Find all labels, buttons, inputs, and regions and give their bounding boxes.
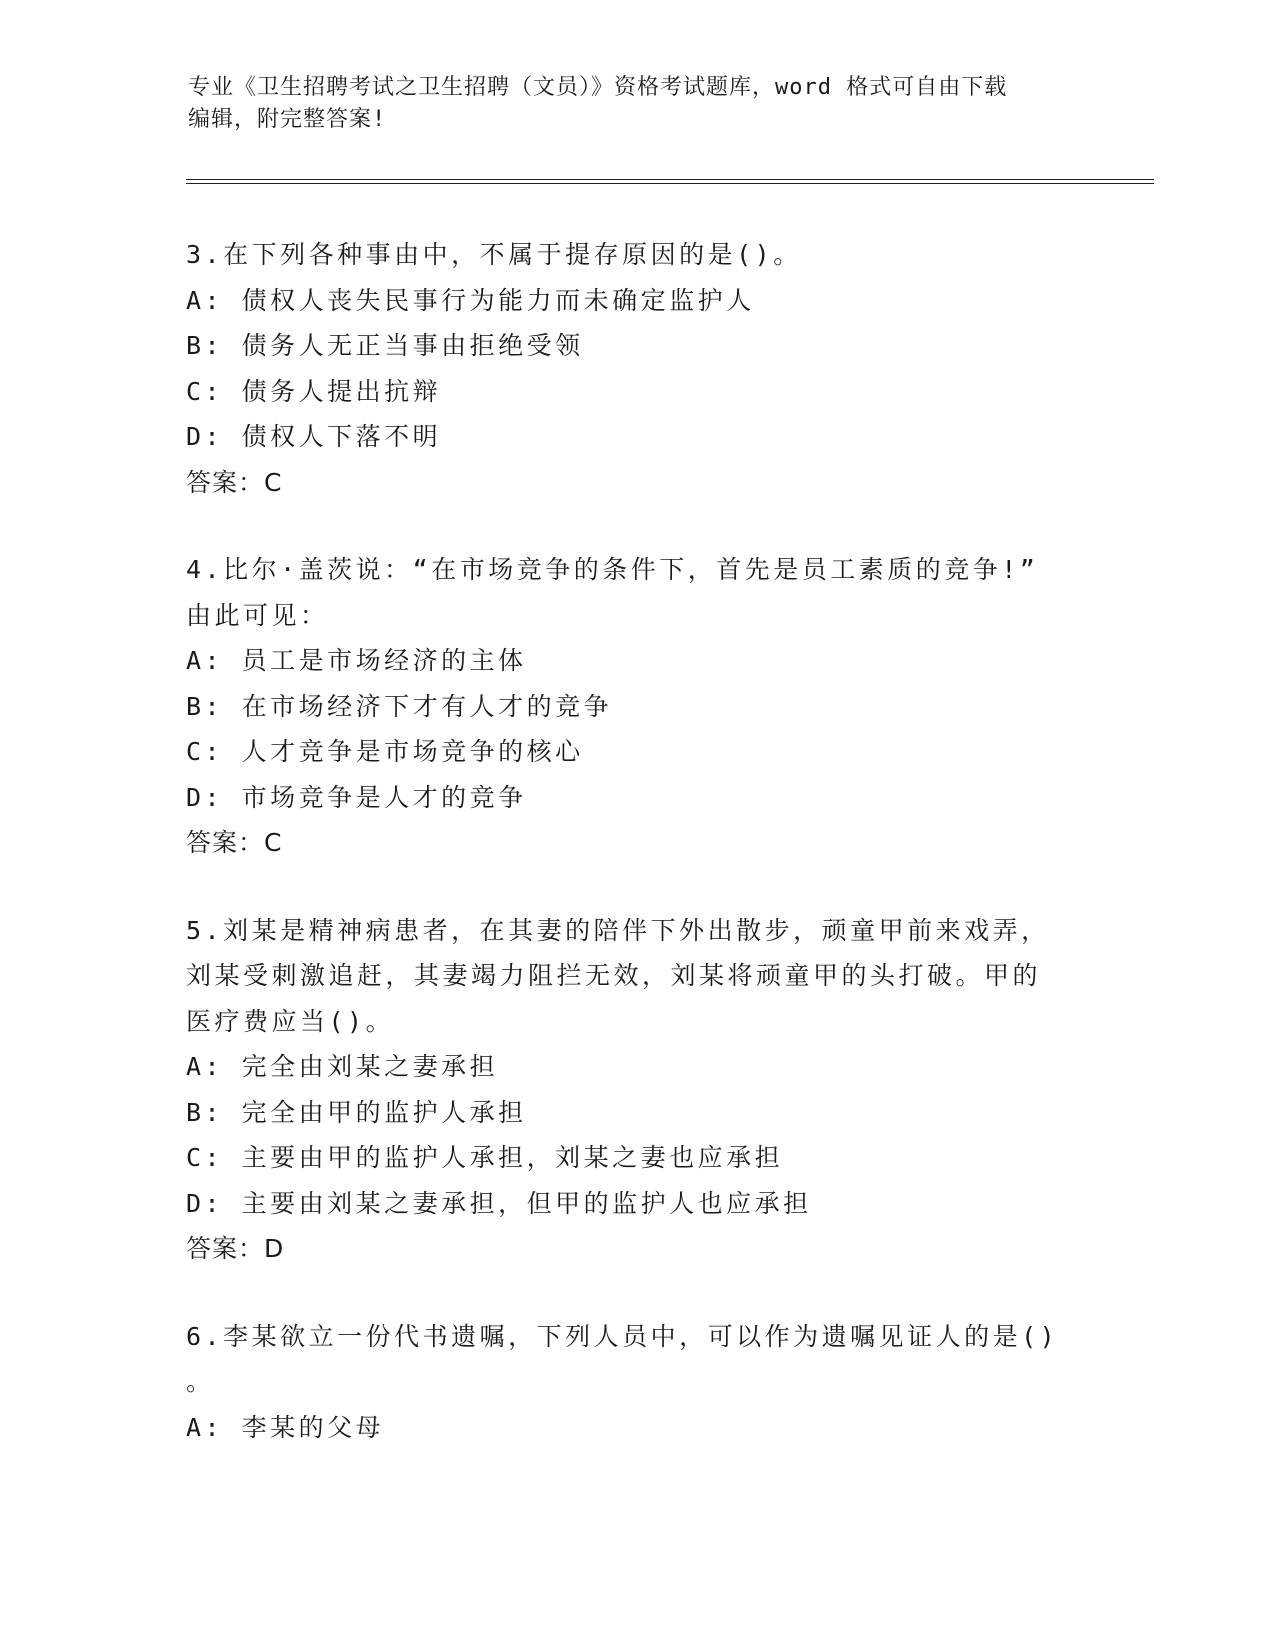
header-line-2: 编辑，附完整答案! — [188, 107, 387, 132]
option-a: A: 完全由刘某之妻承担 — [186, 1052, 499, 1081]
option-a: A: 员工是市场经济的主体 — [186, 646, 527, 675]
option-c: C: 债务人提出抗辩 — [186, 376, 442, 406]
question-3 — [186, 232, 1066, 505]
question-stem: 6.李某欲立一份代书遗嘱，下列人员中，可以作为遗嘱见证人的是() — [186, 1321, 1059, 1351]
answer-label: 答案：D — [186, 1234, 285, 1263]
question-stem-cont: 。 — [186, 1367, 215, 1396]
question-stem: 5.刘某是精神病患者，在其妻的陪伴下外出散步，顽童甲前来戏弄， — [186, 915, 1050, 945]
option-a: A: 李某的父母 — [186, 1412, 385, 1442]
question-stem-cont: 医疗费应当()。 — [186, 1006, 395, 1036]
answer-label: 答案：C — [186, 828, 283, 857]
document-header — [188, 72, 1088, 136]
option-a: A: 债权人丧失民事行为能力而未确定监护人 — [186, 285, 755, 315]
question-stem-cont: 刘某受刺激追赶，其妻竭力阻拦无效，刘某将顽童甲的头打破。甲的 — [186, 961, 1042, 990]
option-d: D: 主要由刘某之妻承担，但甲的监护人也应承担 — [186, 1188, 812, 1218]
question-4 — [186, 547, 1066, 866]
option-b: B: 在市场经济下才有人才的竞争 — [186, 691, 613, 721]
question-5 — [186, 908, 1066, 1272]
question-list — [186, 232, 1066, 1492]
option-d: D: 债权人下落不明 — [186, 422, 442, 451]
header-divider-bottom — [186, 183, 1154, 184]
question-stem: 3.在下列各种事由中，不属于提存原因的是()。 — [186, 240, 802, 269]
header-line-1: 专业《卫生招聘考试之卫生招聘（文员）》资格考试题库，word 格式可自由下载 — [188, 75, 1008, 100]
option-b: B: 债务人无正当事由拒绝受领 — [186, 331, 584, 360]
question-6 — [186, 1314, 1066, 1451]
answer-label: 答案：C — [186, 467, 283, 497]
question-stem-cont: 由此可见： — [186, 600, 329, 630]
header-divider-top — [186, 179, 1154, 180]
option-c: C: 主要由甲的监护人承担，刘某之妻也应承担 — [186, 1143, 784, 1172]
option-d: D: 市场竞争是人才的竞争 — [186, 782, 527, 812]
option-c: C: 人才竞争是市场竞争的核心 — [186, 737, 584, 766]
option-b: B: 完全由甲的监护人承担 — [186, 1097, 527, 1127]
question-stem: 4.比尔·盖茨说：“在市场竞争的条件下，首先是员工素质的竞争!” — [186, 555, 1039, 584]
